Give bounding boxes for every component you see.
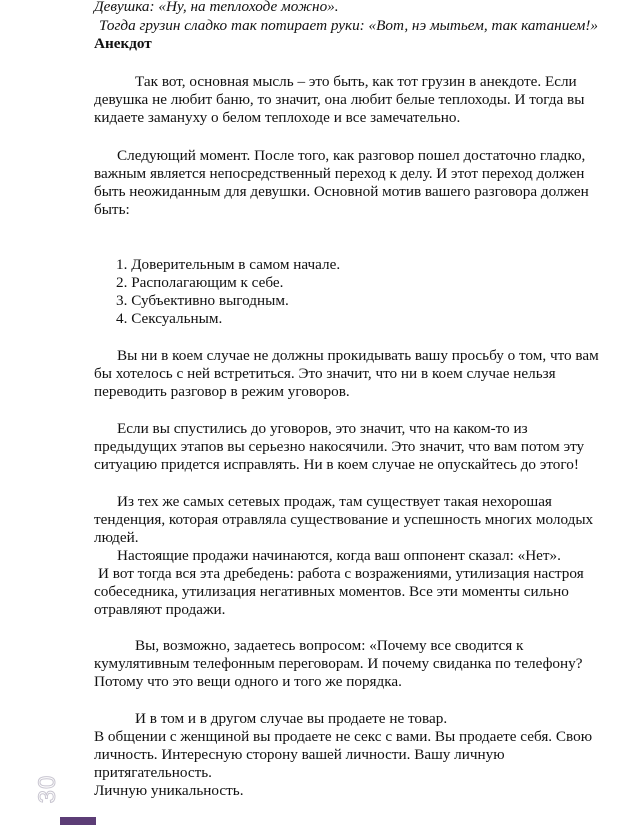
paragraph-line: людей. [94,529,139,546]
footer-accent-bar [60,817,96,825]
paragraph-line: важным является непосредственный переход к делу. И этот переход должен [94,165,585,182]
paragraph-line: девушка не любит баню, то значит, она любит белые теплоходы. И тогда вы [94,91,585,108]
paragraph-line: ситуацию придется исправлять. Ни в коем случае не опускайтесь до этого! [94,456,579,473]
section-title: Анекдот [94,35,152,52]
paragraph-line: предыдущих этапов вы серьезно накосячили. Это значит, что вам потом эту [94,438,585,455]
paragraph-line: быть неожиданным для девушки. Основной мотив вашего разговора должен [94,183,589,200]
paragraph-line: личность. Интересную сторону вашей личности. Вашу личную [94,746,505,763]
paragraph-line: Вы, возможно, задаетесь вопросом: «Почему все сводится к [135,637,524,654]
list-item: 3. Субъективно выгодным. [116,292,289,309]
dialog-girl-line: Девушка: «Ну, на теплоходе можно». [94,0,339,15]
paragraph-line: И в том и в другом случае вы продаете не товар. [135,710,448,727]
paragraph-line: Вы ни в коем случае не должны прокидывать вашу просьбу о том, что вам [117,347,599,364]
paragraph-line: тенденция, которая отравляла существование и успешность многих молодых [94,511,594,528]
paragraph-line: притягательность. [94,764,212,781]
paragraph-line: кидаете замануху о белом теплоходе и все замечательно. [94,109,461,126]
paragraph-line: Так вот, основная мысль – это быть, как тот грузин в анекдоте. Если [135,73,577,90]
list-item: 2. Располагающим к себе. [116,274,284,291]
paragraph-line: И вот тогда вся эта дребедень: работа с возражениями, утилизация настроя [98,565,584,582]
paragraph-line: отравляют продажи. [94,601,226,618]
paragraph-line: Личную уникальность. [94,782,244,799]
paragraph-line: Следующий момент. После того, как разговор пошел достаточно гладко, [117,147,586,164]
paragraph-line: собеседника, утилизация негативных моментов. Все эти моменты сильно [94,583,569,600]
paragraph-line: В общении с женщиной вы продаете не секс с вами. Вы продаете себя. Свою [94,728,593,745]
dialog-georgian-line: Тогда грузин сладко так потирает руки: «Вот, нэ мытьем, так катанием!» [99,17,599,34]
list-item: 4. Сексуальным. [116,310,223,327]
page-number: 30 [34,774,61,804]
paragraph-line: быть: [94,201,130,218]
paragraph-line: Потому что это вещи одного и того же порядка. [94,673,402,690]
paragraph-line: переводить разговор в режим уговоров. [94,383,350,400]
paragraph-line: Настоящие продажи начинаются, когда ваш оппонент сказал: «Нет». [117,547,561,564]
paragraph-line: Из тех же самых сетевых продаж, там существует такая нехорошая [117,493,552,510]
paragraph-line: бы хотелось с ней встретиться. Это значит, что ни в коем случае нельзя [94,365,556,382]
list-item: 1. Доверительным в самом начале. [116,256,341,273]
paragraph-line: кумулятивным телефонным переговорам. И почему свиданка по телефону? [94,655,583,672]
paragraph-line: Если вы спустились до уговоров, это значит, что на каком-то из [117,420,528,437]
